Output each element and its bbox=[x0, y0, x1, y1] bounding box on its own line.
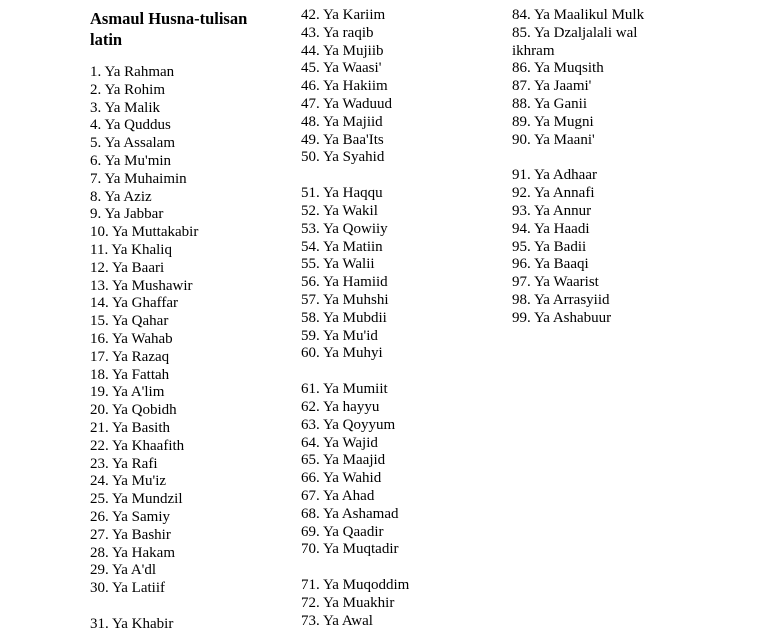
name-list-item: 91. Ya Adhaar bbox=[512, 167, 597, 184]
name-list-item: 11. Ya Khaliq bbox=[90, 241, 172, 258]
name-list-item: 19. Ya A'lim bbox=[90, 384, 165, 401]
name-list-item: 60. Ya Muhyi bbox=[301, 345, 383, 362]
name-list-item: 48. Ya Majiid bbox=[301, 113, 383, 130]
names-list-column-3 bbox=[512, 7, 672, 328]
name-list-item: 54. Ya Matiin bbox=[301, 238, 383, 255]
group-spacer bbox=[301, 363, 491, 381]
name-list-item: 68. Ya Ashamad bbox=[301, 505, 399, 522]
name-list-item: 15. Ya Qahar bbox=[90, 313, 169, 330]
name-list-item: 3. Ya Malik bbox=[90, 99, 161, 116]
name-list-item: 30. Ya Latiif bbox=[90, 580, 165, 597]
name-list-item: 98. Ya Arrasyiid bbox=[512, 291, 610, 308]
name-list-item: 20. Ya Qobidh bbox=[90, 402, 177, 419]
name-list-item: 21. Ya Basith bbox=[90, 419, 171, 436]
name-list-item: 18. Ya Fattah bbox=[90, 366, 170, 383]
name-list-item: 6. Ya Mu'min bbox=[90, 152, 172, 169]
group-spacer bbox=[301, 167, 491, 185]
name-list-item: 22. Ya Khaafith bbox=[90, 437, 185, 454]
name-list-item: 56. Ya Hamiid bbox=[301, 274, 388, 291]
name-list-item: 8. Ya Aziz bbox=[90, 188, 152, 205]
name-list-item: 97. Ya Waarist bbox=[512, 274, 599, 291]
name-list-item: 45. Ya Waasi' bbox=[301, 60, 382, 77]
name-list-item: 87. Ya Jaami' bbox=[512, 78, 592, 95]
name-list-item: 46. Ya Hakiim bbox=[301, 78, 388, 95]
name-list-item: 65. Ya Maajid bbox=[301, 452, 386, 469]
name-list-item: 84. Ya Maalikul Mulk bbox=[512, 7, 645, 23]
name-list-item: 14. Ya Ghaffar bbox=[90, 295, 179, 312]
group-spacer bbox=[301, 559, 491, 577]
name-list-item: 44. Ya Mujiib bbox=[301, 42, 384, 59]
name-list-item: 51. Ya Haqqu bbox=[301, 185, 383, 202]
name-list-item: 72. Ya Muakhir bbox=[301, 594, 395, 611]
name-list-item: 69. Ya Qaadir bbox=[301, 523, 384, 540]
name-list-item: 9. Ya Jabbar bbox=[90, 206, 164, 223]
name-list-item: 62. Ya hayyu bbox=[301, 398, 380, 415]
name-list-item: 1. Ya Rahman bbox=[90, 64, 175, 80]
name-list-item: 59. Ya Mu'id bbox=[301, 327, 378, 344]
column-1 bbox=[90, 8, 270, 634]
name-list-item: 86. Ya Muqsith bbox=[512, 60, 604, 77]
name-list-item: 88. Ya Ganii bbox=[512, 95, 588, 112]
name-list-item: 23. Ya Rafi bbox=[90, 455, 158, 472]
name-list-item: 50. Ya Syahid bbox=[301, 149, 385, 166]
name-list-item: 2. Ya Rohim bbox=[90, 81, 166, 98]
name-list-item: 31. Ya Khabir bbox=[90, 615, 174, 632]
name-list-item: 99. Ya Ashabuur bbox=[512, 309, 612, 326]
group-spacer bbox=[512, 149, 672, 167]
column-3 bbox=[512, 7, 672, 328]
name-list-item: 27. Ya Bashir bbox=[90, 526, 171, 543]
names-list-column-1 bbox=[90, 64, 270, 634]
name-list-item: 16. Ya Wahab bbox=[90, 330, 173, 347]
name-list-item: 13. Ya Mushawir bbox=[90, 277, 193, 294]
name-list-item: 64. Ya Wajid bbox=[301, 434, 378, 451]
name-list-item: 7. Ya Muhaimin bbox=[90, 170, 187, 187]
document-title: Asmaul Husna-tulisan latin bbox=[90, 9, 248, 49]
name-list-item: 66. Ya Wahid bbox=[301, 470, 382, 487]
name-list-item: 94. Ya Haadi bbox=[512, 220, 590, 237]
name-list-item: 24. Ya Mu'iz bbox=[90, 473, 167, 490]
name-list-item: 57. Ya Muhshi bbox=[301, 291, 389, 308]
name-list-item: 52. Ya Wakil bbox=[301, 202, 378, 219]
name-list-item: 12. Ya Baari bbox=[90, 259, 165, 276]
name-list-item: 89. Ya Mugni bbox=[512, 113, 594, 130]
name-list-item: 10. Ya Muttakabir bbox=[90, 224, 199, 241]
name-list-item: 71. Ya Muqoddim bbox=[301, 577, 410, 594]
name-list-item: 55. Ya Walii bbox=[301, 256, 375, 273]
name-list-item: 93. Ya Annur bbox=[512, 202, 592, 219]
group-spacer bbox=[90, 598, 270, 616]
name-list-item: 26. Ya Samiy bbox=[90, 508, 171, 525]
name-list-item: 70. Ya Muqtadir bbox=[301, 541, 399, 558]
name-list-item: 42. Ya Kariim bbox=[301, 7, 386, 23]
name-list-item: 92. Ya Annafi bbox=[512, 185, 595, 202]
name-list-item: 5. Ya Assalam bbox=[90, 135, 176, 152]
name-list-item: 61. Ya Mumiit bbox=[301, 381, 388, 398]
name-list-item: 95. Ya Badii bbox=[512, 238, 587, 255]
name-list-item: 90. Ya Maani' bbox=[512, 131, 595, 148]
name-list-item: 43. Ya raqib bbox=[301, 24, 374, 41]
name-list-item: 73. Ya Awal bbox=[301, 612, 373, 629]
name-list-item: 96. Ya Baaqi bbox=[512, 256, 589, 273]
name-list-item: 47. Ya Waduud bbox=[301, 95, 393, 112]
name-list-item: 67. Ya Ahad bbox=[301, 487, 375, 504]
name-list-item: 4. Ya Quddus bbox=[90, 117, 171, 134]
names-list-column-2 bbox=[301, 7, 491, 631]
column-2 bbox=[301, 7, 491, 631]
name-list-item: 85. Ya Dzaljalali wal ikhram bbox=[512, 24, 638, 59]
name-list-item: 17. Ya Razaq bbox=[90, 348, 170, 365]
name-list-item: 58. Ya Mubdii bbox=[301, 309, 387, 326]
name-list-item: 63. Ya Qoyyum bbox=[301, 416, 396, 433]
name-list-item: 25. Ya Mundzil bbox=[90, 491, 183, 508]
name-list-item: 28. Ya Hakam bbox=[90, 544, 175, 561]
name-list-item: 53. Ya Qowiiy bbox=[301, 220, 388, 237]
name-list-item: 29. Ya A'dl bbox=[90, 562, 157, 579]
name-list-item: 49. Ya Baa'Its bbox=[301, 131, 384, 148]
